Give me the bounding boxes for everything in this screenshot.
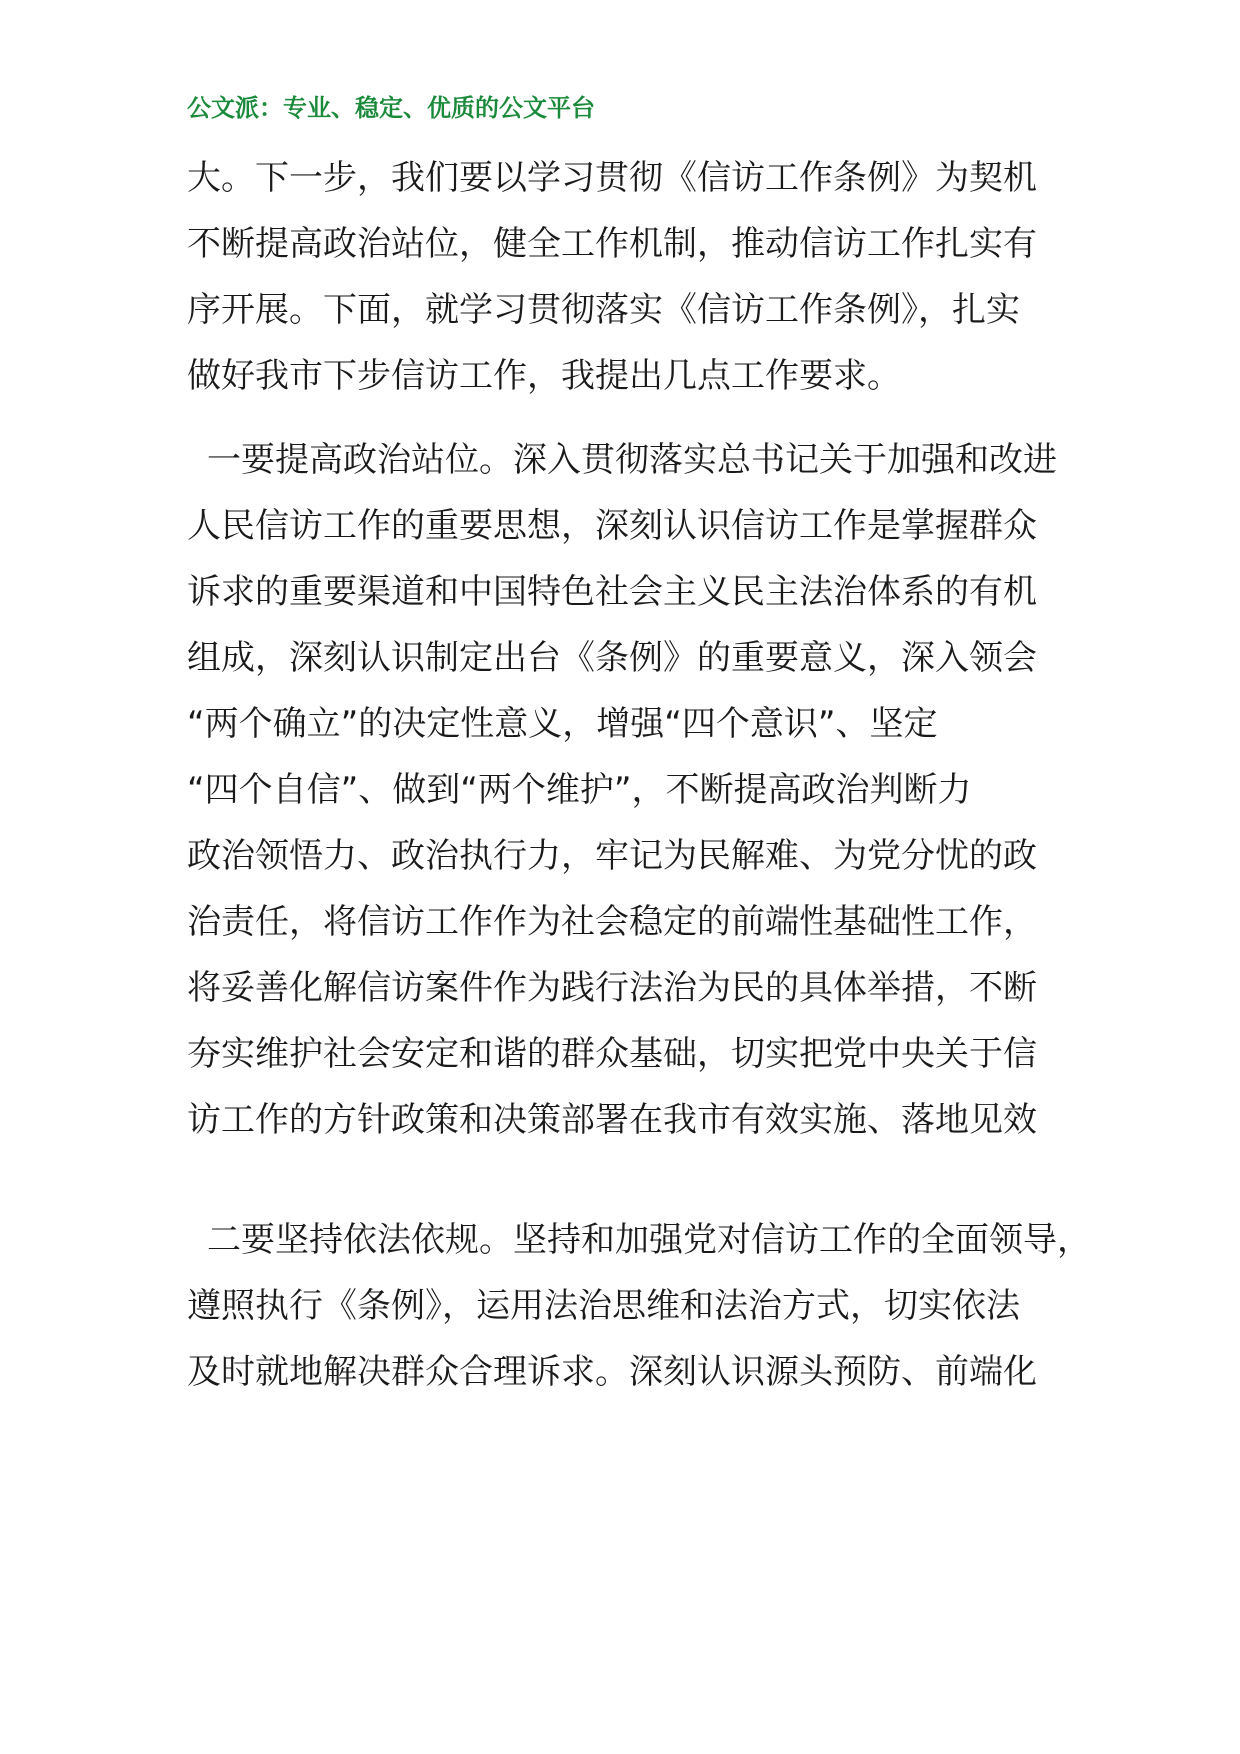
paragraph-1-line: 一要提高政治站位。深入贯彻落实总书记关于加强和改进 (207, 440, 1057, 480)
body-line: 政治领悟力、政治执行力，牢记为民解难、为党分忧的政 (187, 836, 1037, 876)
body-line: 大。下一步，我们要以学习贯彻《信访工作条例》为契机 (187, 158, 1037, 198)
page-header: 公文派：专业、稳定、优质的公文平台 (187, 94, 595, 122)
body-line: “四个自信”、做到“两个维护”，不断提高政治判断力 (187, 770, 972, 810)
body-line: 不断提高政治站位，健全工作机制，推动信访工作扎实有 (187, 224, 1037, 264)
body-line: 组成，深刻认识制定出台《条例》的重要意义，深入领会 (187, 638, 1037, 678)
body-line: 诉求的重要渠道和中国特色社会主义民主法治体系的有机 (187, 572, 1037, 612)
body-line: 治责任，将信访工作作为社会稳定的前端性基础性工作， (187, 902, 1037, 942)
body-line: 做好我市下步信访工作，我提出几点工作要求。 (187, 356, 901, 396)
paragraph-2-line: 二要坚持依法依规。坚持和加强党对信访工作的全面领导， (207, 1220, 1091, 1260)
body-line: 夯实维护社会安定和谐的群众基础，切实把党中央关于信 (187, 1034, 1037, 1074)
body-line: 访工作的方针政策和决策部署在我市有效实施、落地见效 (187, 1100, 1037, 1140)
body-line: 将妥善化解信访案件作为践行法治为民的具体举措，不断 (187, 968, 1037, 1008)
body-line: 遵照执行《条例》，运用法治思维和法治方式，切实依法 (187, 1286, 1020, 1326)
body-line: 序开展。下面，就学习贯彻落实《信访工作条例》，扎实 (187, 290, 1020, 330)
body-line: “两个确立”的决定性意义，增强“四个意识”、坚定 (187, 704, 938, 744)
body-line: 及时就地解决群众合理诉求。深刻认识源头预防、前端化 (187, 1352, 1037, 1392)
body-line: 人民信访工作的重要思想，深刻认识信访工作是掌握群众 (187, 506, 1037, 546)
